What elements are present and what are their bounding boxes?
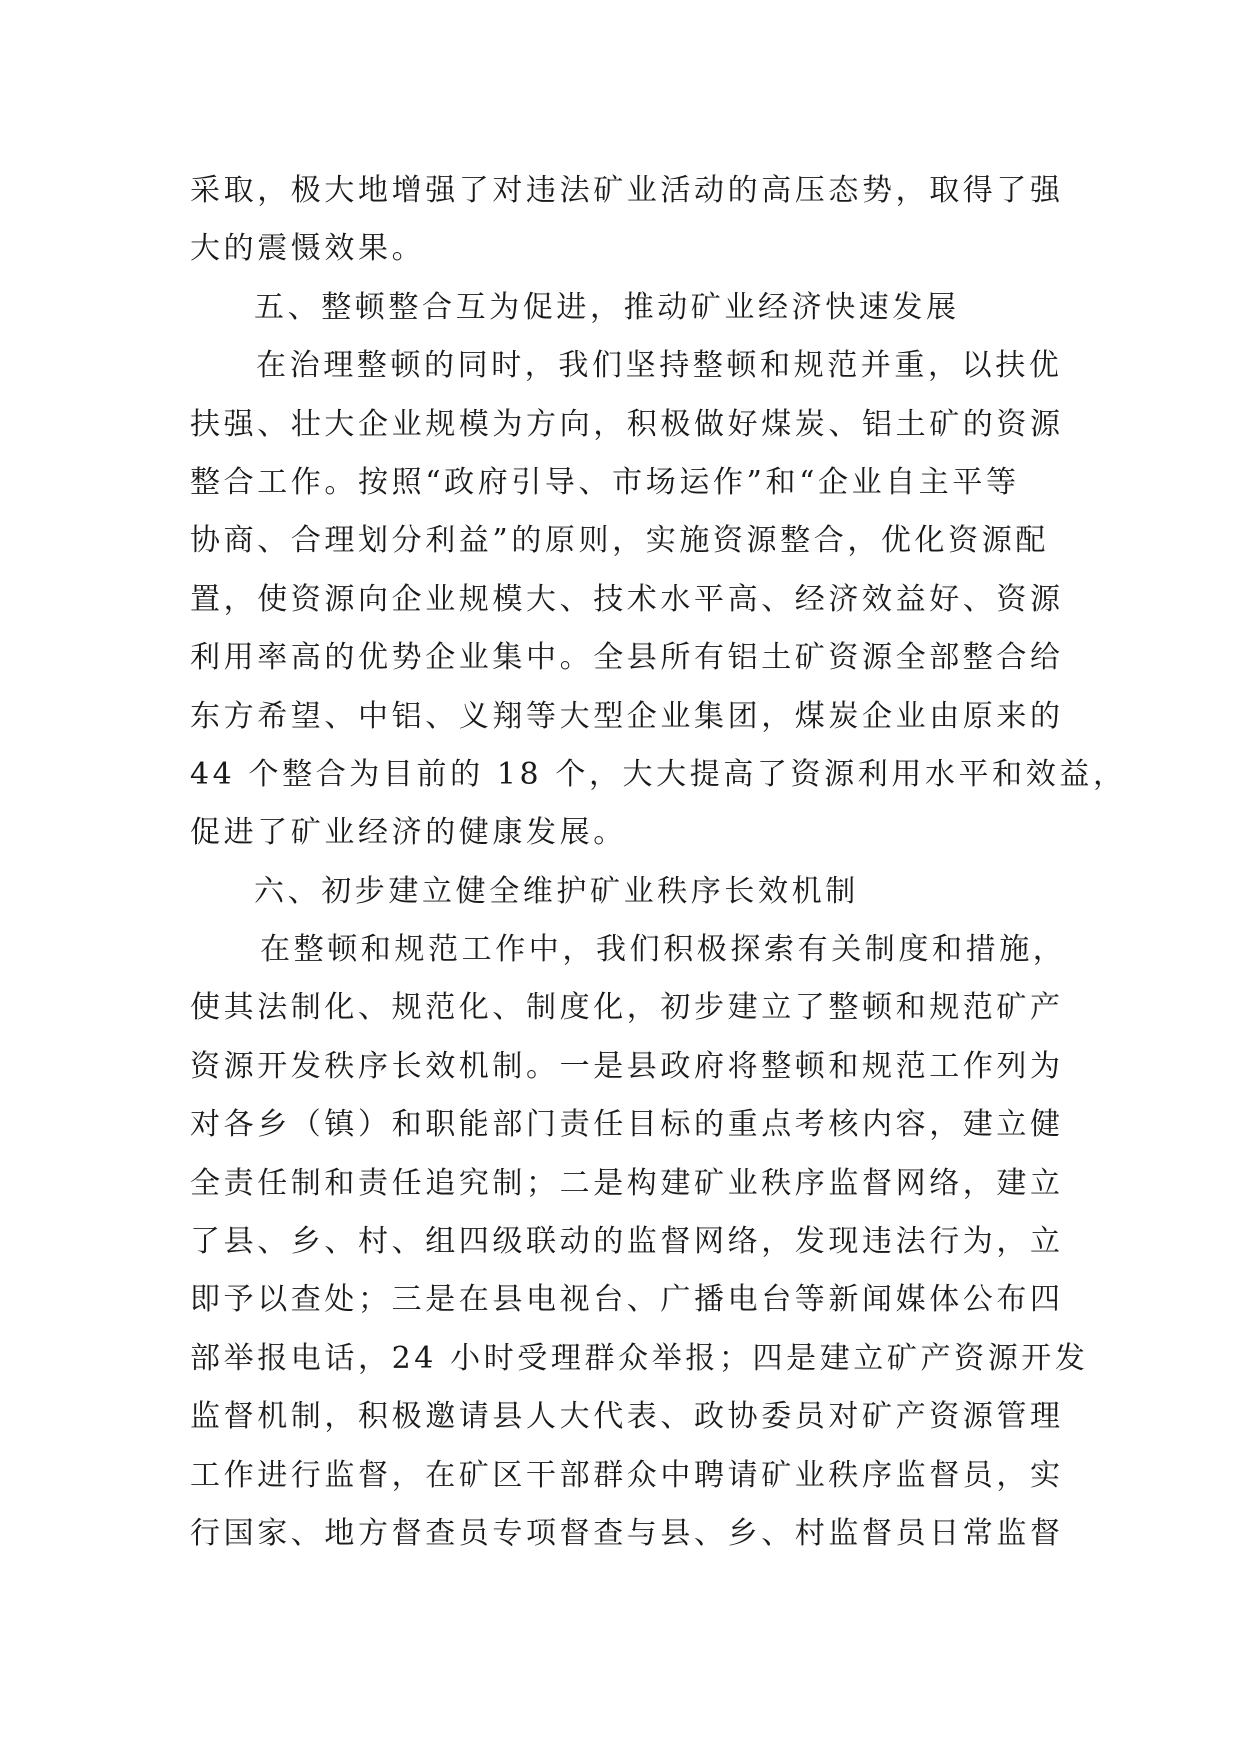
body-line: 促进了矿业经济的健康发展。 — [190, 815, 627, 851]
body-line: 使其法制化、规范化、制度化，初步建立了整顿和规范矿产 — [190, 990, 1064, 1026]
body-line: 了县、乡、村、组四级联动的监督网络，发现违法行为，立 — [190, 1224, 1064, 1260]
body-line: 监督机制，积极邀请县人大代表、政协委员对矿产资源管理 — [190, 1399, 1064, 1435]
body-line: 行国家、地方督查员专项督查与县、乡、村监督员日常监督 — [190, 1515, 1064, 1551]
body-line: 全责任制和责任追究制；二是构建矿业秩序监督网络，建立 — [190, 1165, 1064, 1201]
body-line: 对各乡（镇）和职能部门责任目标的重点考核内容，建立健 — [190, 1107, 1064, 1143]
document-body — [190, 162, 1127, 1563]
section-heading-5: 五、整顿整合互为促进，推动矿业经济快速发展 — [254, 289, 960, 325]
body-line: 采取，极大地增强了对违法矿业活动的高压态势，取得了强 — [190, 173, 1064, 208]
body-line: 利用率高的优势企业集中。全县所有铝土矿资源全部整合给 — [190, 640, 1064, 676]
body-line: 置，使资源向企业规模大、技术水平高、经济效益好、资源 — [190, 581, 1064, 617]
body-line: 即予以查处；三是在县电视台、广播电台等新闻媒体公布四 — [190, 1282, 1064, 1318]
body-line: 44 个整合为目前的 18 个，大大提高了资源利用水平和效益， — [190, 756, 1127, 792]
body-line: 资源开发秩序长效机制。一是县政府将整顿和规范工作列为 — [190, 1048, 1064, 1084]
body-line: 扶强、壮大企业规模为方向，积极做好煤炭、铝土矿的资源 — [190, 406, 1064, 442]
body-line: 部举报电话，24 小时受理群众举报；四是建立矿产资源开发 — [190, 1340, 1089, 1376]
paragraph-start-line: 在治理整顿的同时，我们坚持整顿和规范并重，以扶优 — [256, 348, 1063, 384]
body-line: 整合工作。按照“政府引导、市场运作”和“企业自主平等 — [190, 464, 1020, 500]
body-line: 协商、合理划分利益”的原则，实施资源整合，优化资源配 — [190, 523, 1049, 559]
body-line: 东方希望、中铝、义翔等大型企业集团，煤炭企业由原来的 — [190, 698, 1064, 734]
body-line: 工作进行监督，在矿区干部群众中聘请矿业秩序监督员，实 — [190, 1457, 1064, 1493]
section-heading-6: 六、初步建立健全维护矿业秩序长效机制 — [254, 873, 859, 909]
body-line: 大的震慑效果。 — [190, 231, 426, 267]
paragraph-start-line: 在整顿和规范工作中，我们积极探索有关制度和措施， — [260, 932, 1067, 968]
